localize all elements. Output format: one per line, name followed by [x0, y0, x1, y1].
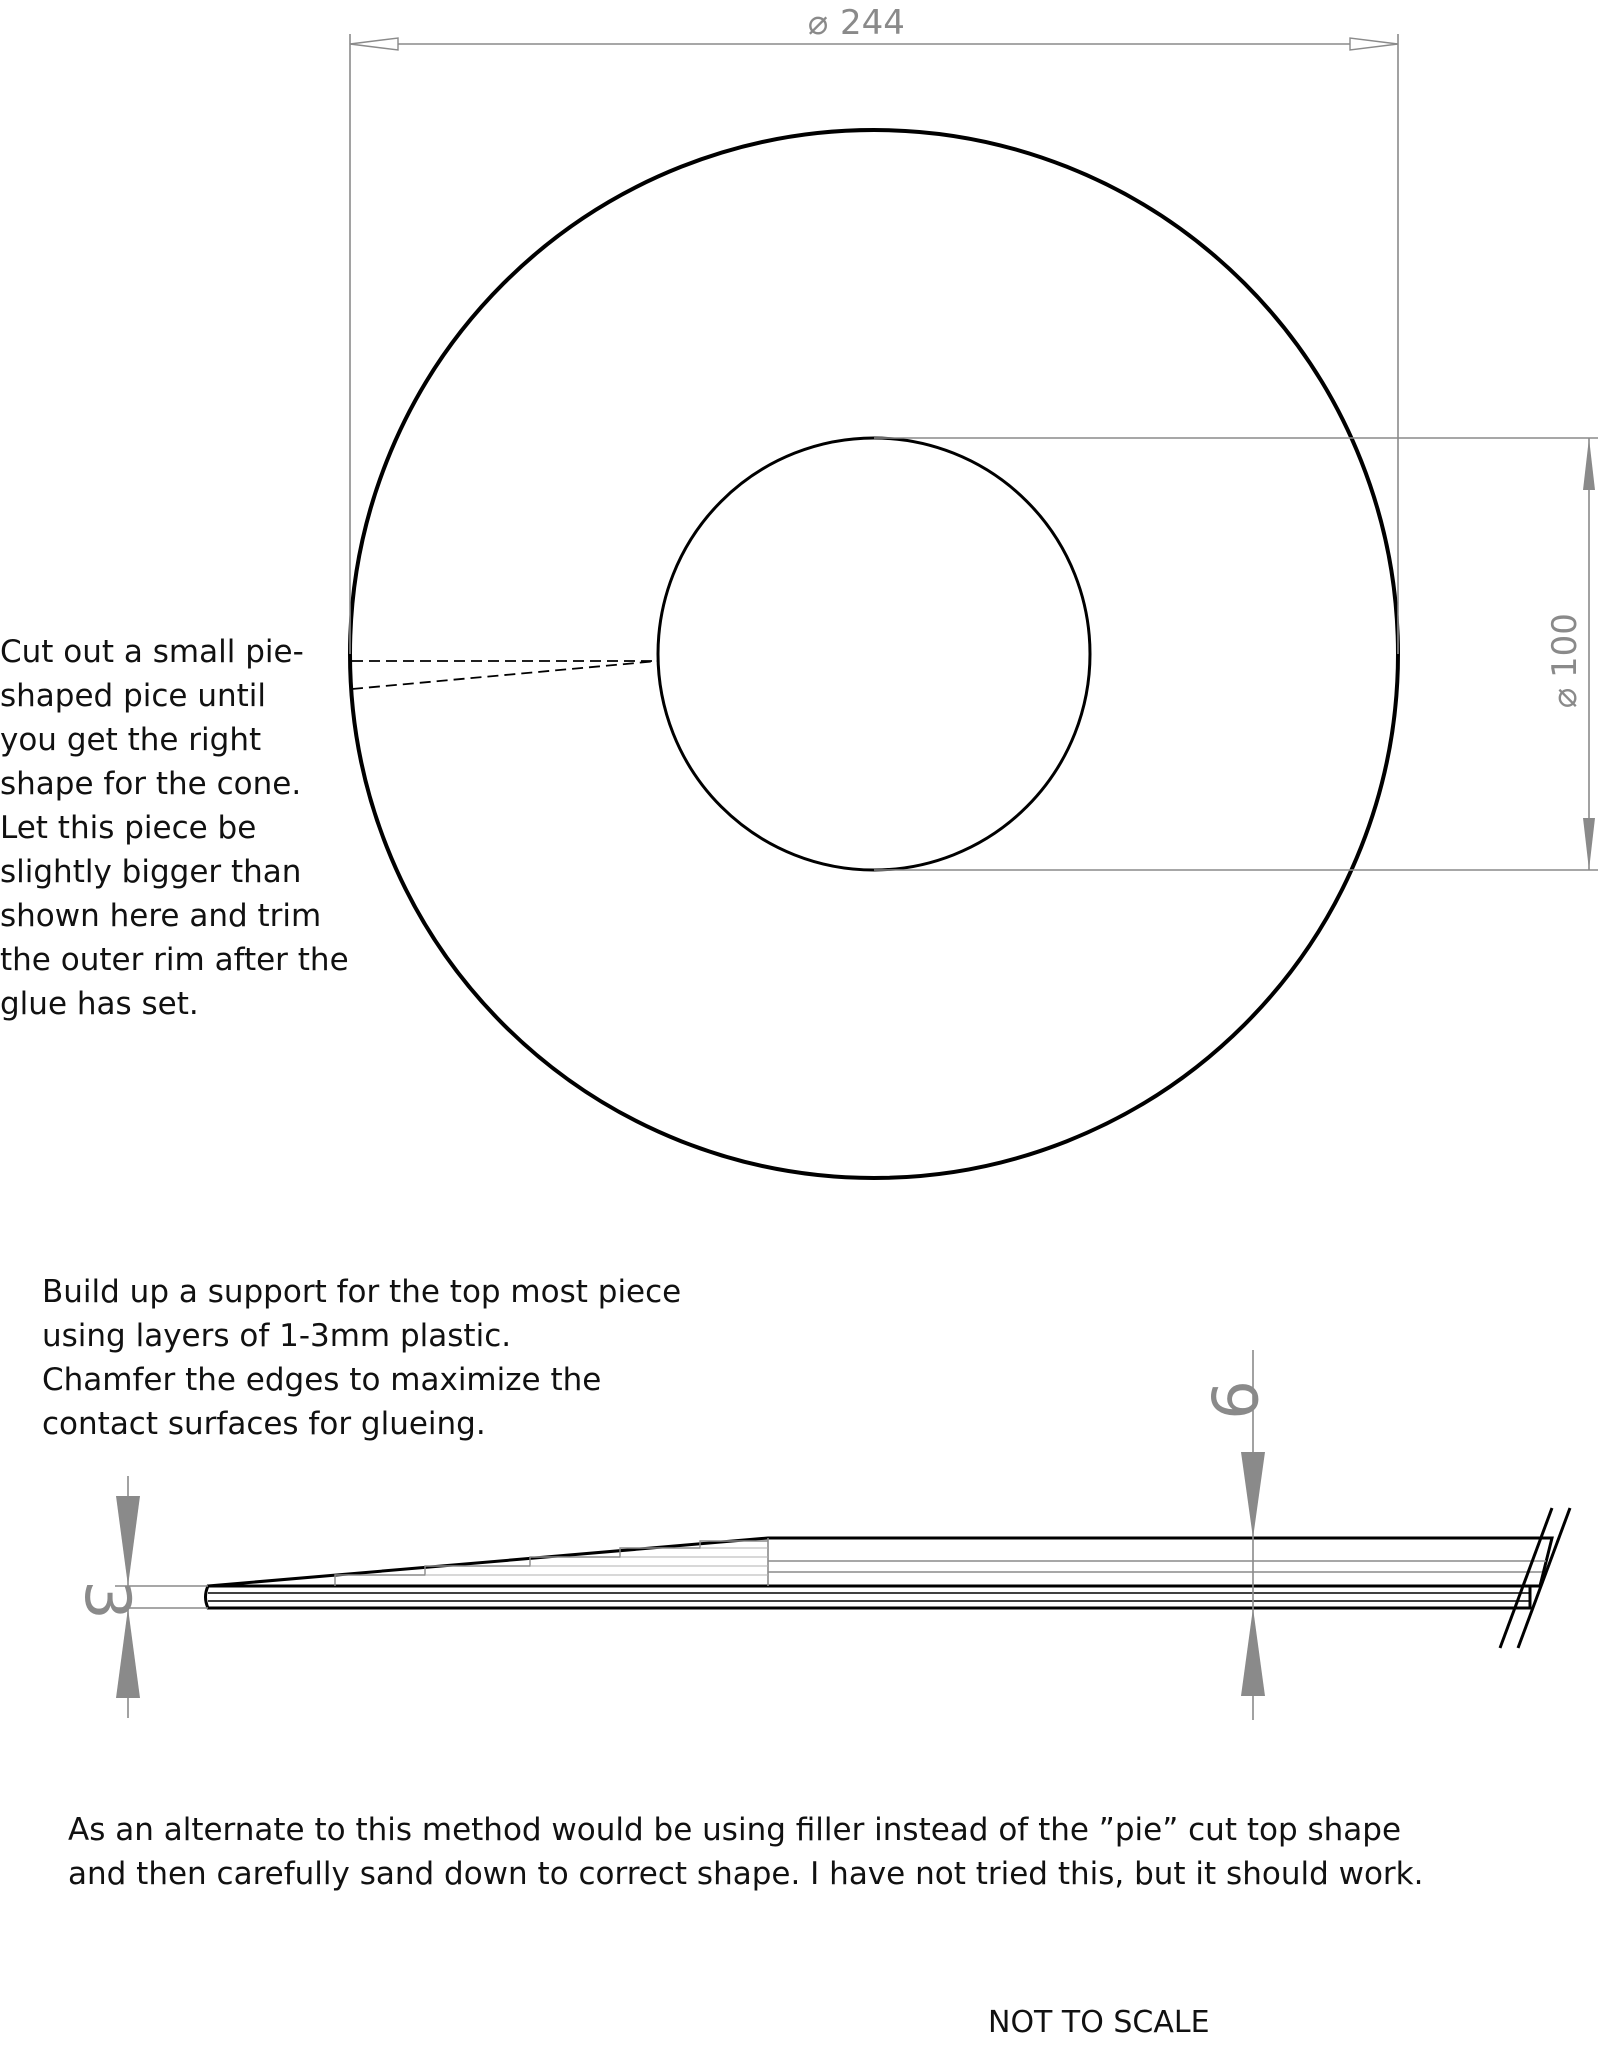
support-note-line: using layers of 1-3mm plastic.: [42, 1318, 512, 1354]
alternate-method-note: [68, 1808, 1423, 1896]
pie-cut-note-line: glue has set.: [0, 986, 199, 1022]
outer-dim-arrow-left: [350, 38, 398, 50]
base-thickness-dimension: [71, 1476, 208, 1718]
pie-cut-note-line: shaped pice until: [0, 678, 267, 714]
support-height-dimension: [1197, 1350, 1270, 1720]
ring-top-view: [350, 130, 1398, 1178]
pie-cut-note-line: Cut out a small pie-: [0, 634, 304, 670]
pie-cut-note-line: the outer rim after the: [0, 942, 349, 978]
support-dim-arrow-top: [1241, 1452, 1265, 1538]
pie-cut-note-line: you get the right: [0, 722, 262, 758]
base-plate: [206, 1586, 1531, 1608]
pie-cut-line-lower: [352, 661, 658, 689]
support-note-line: Chamfer the edges to maximize the: [42, 1362, 602, 1398]
outer-diameter-dimension: [350, 3, 1398, 654]
base-dim-arrow-bottom: [116, 1608, 140, 1698]
pie-cut-note-line: slightly bigger than: [0, 854, 302, 890]
alternate-note-line: and then carefully sand down to correct shape. I have not tried this, but it should work.: [68, 1856, 1424, 1892]
inner-dim-arrow-top: [1583, 438, 1595, 490]
support-note: [42, 1270, 681, 1446]
base-dim-arrow-top: [116, 1496, 140, 1586]
support-dim-arrow-bottom: [1241, 1608, 1265, 1696]
outer-circle: [350, 130, 1398, 1178]
inner-dim-arrow-bottom: [1583, 818, 1595, 870]
support-height-label: 9: [1197, 1380, 1270, 1420]
pie-cut-note-line: shape for the cone.: [0, 766, 302, 802]
support-note-line: Build up a support for the top most piece: [42, 1274, 682, 1310]
outer-dim-arrow-right: [1350, 38, 1398, 50]
side-section-view: [206, 1508, 1571, 1648]
inner-diameter-dimension: [874, 438, 1598, 870]
alternate-note-line: As an alternate to this method would be using filler instead of the ”pie” cut top shape: [68, 1812, 1402, 1848]
inner-diameter-label: 100: [1545, 613, 1585, 678]
base-thickness-label: 3: [71, 1580, 144, 1620]
pie-cut-note-line: Let this piece be: [0, 810, 257, 846]
outer-diameter-label: 244: [840, 3, 905, 43]
inner-diameter-symbol: ⌀: [1545, 687, 1585, 709]
outer-diameter-symbol: ⌀: [807, 3, 829, 43]
not-to-scale-label: NOT TO SCALE: [988, 2005, 1210, 2040]
support-stack: [208, 1538, 1552, 1586]
support-note-line: contact surfaces for glueing.: [42, 1406, 486, 1442]
pie-cut-note-line: shown here and trim: [0, 898, 322, 934]
pie-cut-note: [0, 630, 349, 1026]
inner-circle: [658, 438, 1090, 870]
